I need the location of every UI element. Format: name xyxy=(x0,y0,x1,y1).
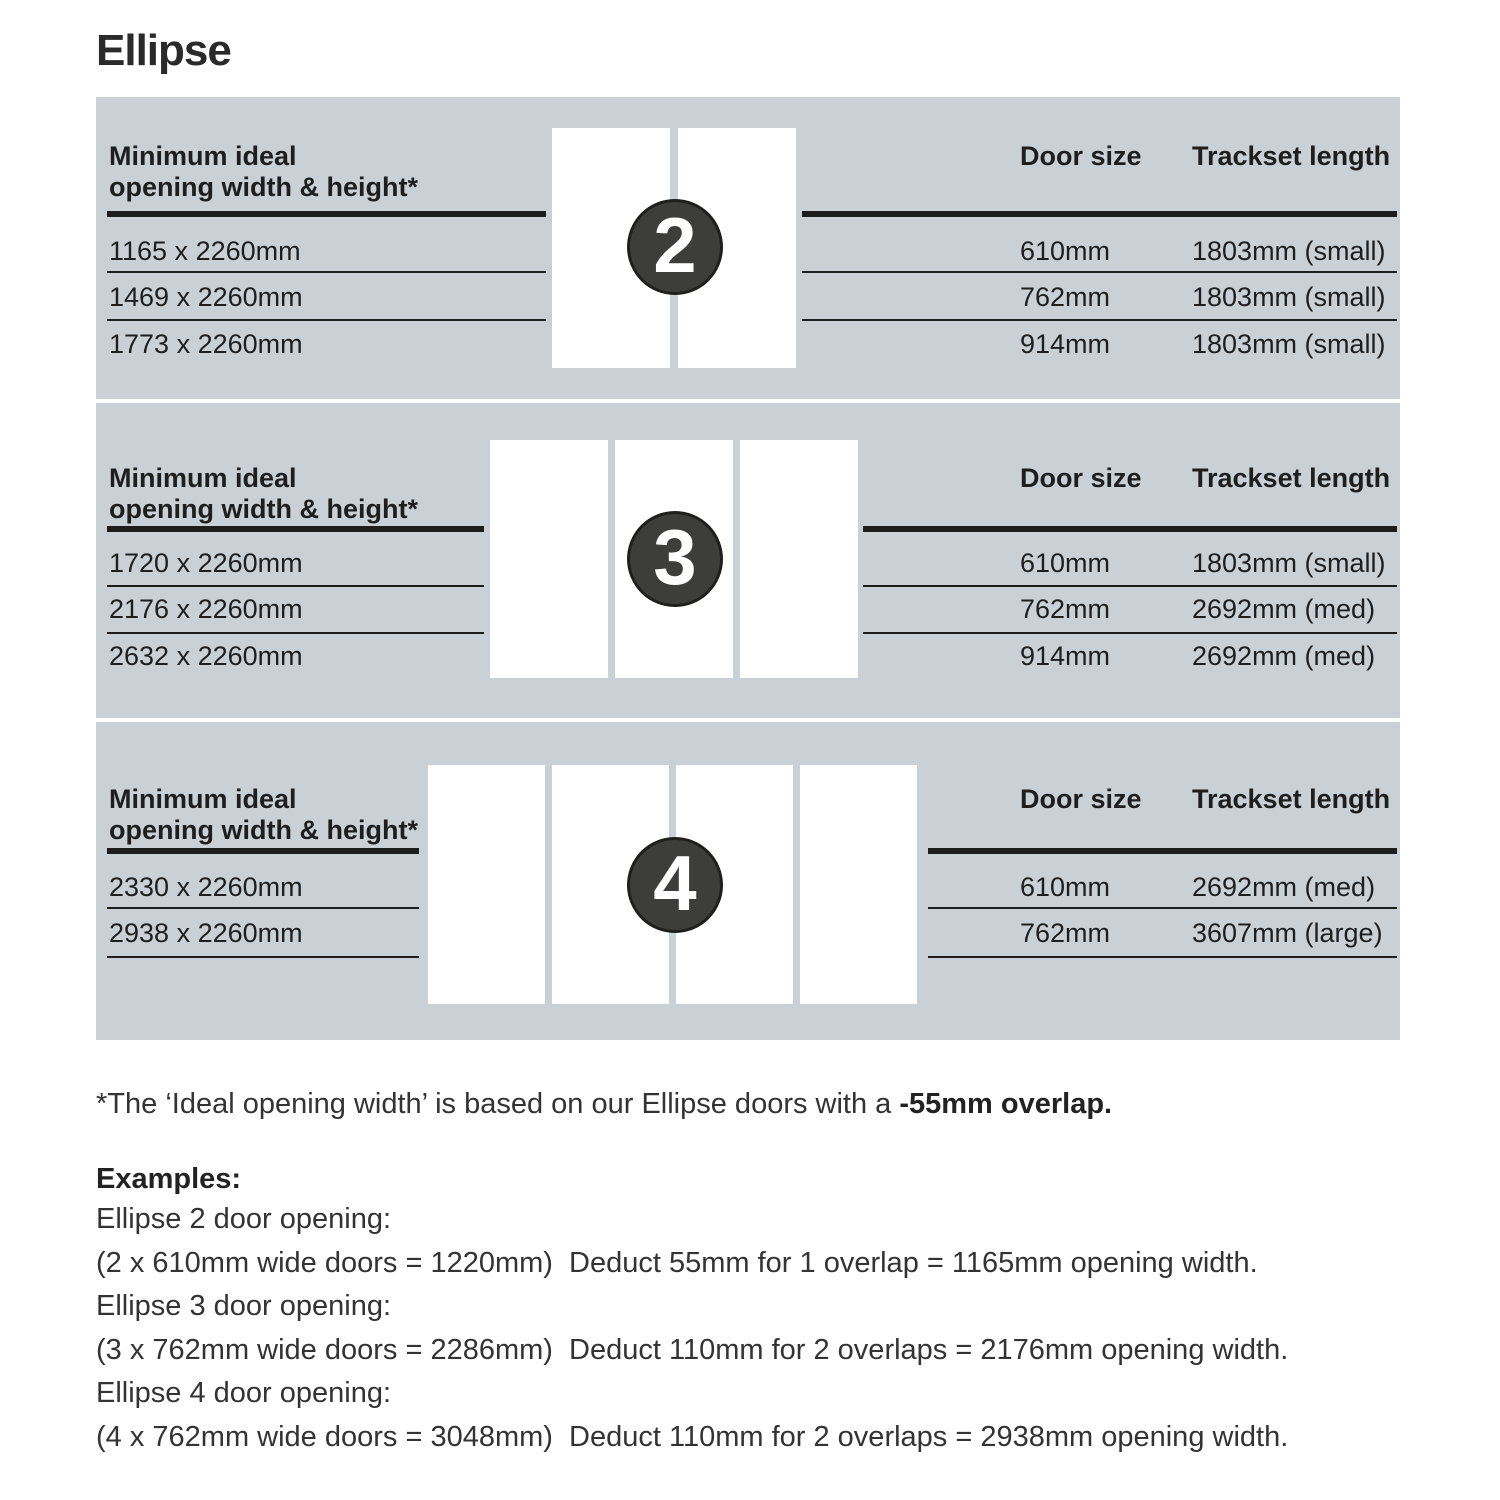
footnote xyxy=(96,1088,1112,1121)
min-opening-header-line2: opening width & height* xyxy=(109,494,418,524)
example-line: (3 x 762mm wide doors = 2286mm) Deduct 110mm for 2 overlaps = 2176mm opening width. xyxy=(96,1333,1289,1366)
door-count-badge: 2 xyxy=(627,199,723,295)
trackset-length-header: Trackset length xyxy=(1192,463,1391,493)
left-table-head-rule xyxy=(107,526,484,532)
left-row-rule xyxy=(107,271,546,273)
right-row-rule xyxy=(802,319,1397,321)
opening-size-cell: 2632 x 2260mm xyxy=(109,641,303,671)
right-bottom-rule xyxy=(928,956,1397,958)
min-opening-header-line1: Minimum ideal xyxy=(109,141,297,171)
opening-size-cell: 2938 x 2260mm xyxy=(109,918,303,948)
min-opening-header-line1: Minimum ideal xyxy=(109,784,297,814)
page-title: Ellipse xyxy=(96,26,231,75)
door-size-header: Door size xyxy=(1020,463,1142,493)
trackset-length-cell: 3607mm (large) xyxy=(1192,918,1383,948)
trackset-length-cell: 2692mm (med) xyxy=(1192,872,1376,902)
left-bottom-rule xyxy=(107,956,419,958)
min-opening-header-line2: opening width & height* xyxy=(109,172,418,202)
right-row-rule xyxy=(863,585,1397,587)
footnote-text: *The ‘Ideal opening width’ is based on our Ellipse doors with a xyxy=(96,1088,900,1120)
spec-section-3-door xyxy=(96,403,1400,718)
door-size-cell: 914mm xyxy=(1020,641,1111,671)
example-line: Ellipse 2 door opening: xyxy=(96,1203,392,1235)
right-row-rule xyxy=(863,632,1397,634)
example-line: Ellipse 3 door opening: xyxy=(96,1290,392,1322)
left-row-rule xyxy=(107,907,419,909)
example-line: (2 x 610mm wide doors = 1220mm) Deduct 55mm for 1 overlap = 1165mm opening width. xyxy=(96,1246,1258,1279)
door-size-cell: 610mm xyxy=(1020,872,1111,902)
door-size-cell: 914mm xyxy=(1020,329,1111,359)
min-opening-header xyxy=(109,463,418,525)
left-row-rule xyxy=(107,632,484,634)
door-size-header: Door size xyxy=(1020,141,1142,171)
right-table-head-rule xyxy=(802,211,1397,217)
min-opening-header-line2: opening width & height* xyxy=(109,815,418,845)
door-size-header: Door size xyxy=(1020,784,1142,814)
trackset-length-header: Trackset length xyxy=(1192,141,1391,171)
min-opening-header xyxy=(109,784,418,846)
door-size-cell: 762mm xyxy=(1020,594,1111,624)
opening-size-cell: 1720 x 2260mm xyxy=(109,548,303,578)
trackset-length-cell: 2692mm (med) xyxy=(1192,594,1376,624)
door-size-cell: 762mm xyxy=(1020,918,1111,948)
example-line: (4 x 762mm wide doors = 3048mm) Deduct 110mm for 2 overlaps = 2938mm opening width. xyxy=(96,1420,1289,1453)
left-row-rule xyxy=(107,319,546,321)
min-opening-header xyxy=(109,141,418,203)
opening-size-cell: 1165 x 2260mm xyxy=(109,236,301,266)
opening-size-cell: 1773 x 2260mm xyxy=(109,329,303,359)
door-panel xyxy=(740,440,858,678)
door-count-badge: 3 xyxy=(627,511,723,607)
door-size-cell: 762mm xyxy=(1020,282,1111,312)
door-size-cell: 610mm xyxy=(1020,236,1111,266)
examples-list xyxy=(96,1198,1288,1459)
door-panel xyxy=(428,765,545,1004)
door-size-cell: 610mm xyxy=(1020,548,1111,578)
trackset-length-cell: 1803mm (small) xyxy=(1192,236,1386,266)
examples-heading: Examples: xyxy=(96,1163,242,1195)
left-row-rule xyxy=(107,585,484,587)
trackset-length-cell: 1803mm (small) xyxy=(1192,329,1386,359)
opening-size-cell: 2176 x 2260mm xyxy=(109,594,303,624)
left-table-head-rule xyxy=(107,211,546,217)
door-panel xyxy=(490,440,608,678)
door-panel xyxy=(800,765,917,1004)
trackset-length-cell: 2692mm (med) xyxy=(1192,641,1376,671)
opening-size-cell: 2330 x 2260mm xyxy=(109,872,303,902)
spec-section-2-door xyxy=(96,97,1400,399)
right-table-head-rule xyxy=(928,848,1397,854)
trackset-length-header: Trackset length xyxy=(1192,784,1391,814)
spec-section-4-door xyxy=(96,722,1400,1040)
right-row-rule xyxy=(802,271,1397,273)
footnote-overlap-bold: -55mm overlap. xyxy=(899,1088,1113,1120)
trackset-length-cell: 1803mm (small) xyxy=(1192,282,1386,312)
left-table-head-rule xyxy=(107,848,419,854)
right-row-rule xyxy=(928,907,1397,909)
right-table-head-rule xyxy=(863,526,1397,532)
opening-size-cell: 1469 x 2260mm xyxy=(109,282,303,312)
door-count-badge: 4 xyxy=(627,837,723,933)
min-opening-header-line1: Minimum ideal xyxy=(109,463,297,493)
example-line: Ellipse 4 door opening: xyxy=(96,1377,392,1409)
trackset-length-cell: 1803mm (small) xyxy=(1192,548,1386,578)
